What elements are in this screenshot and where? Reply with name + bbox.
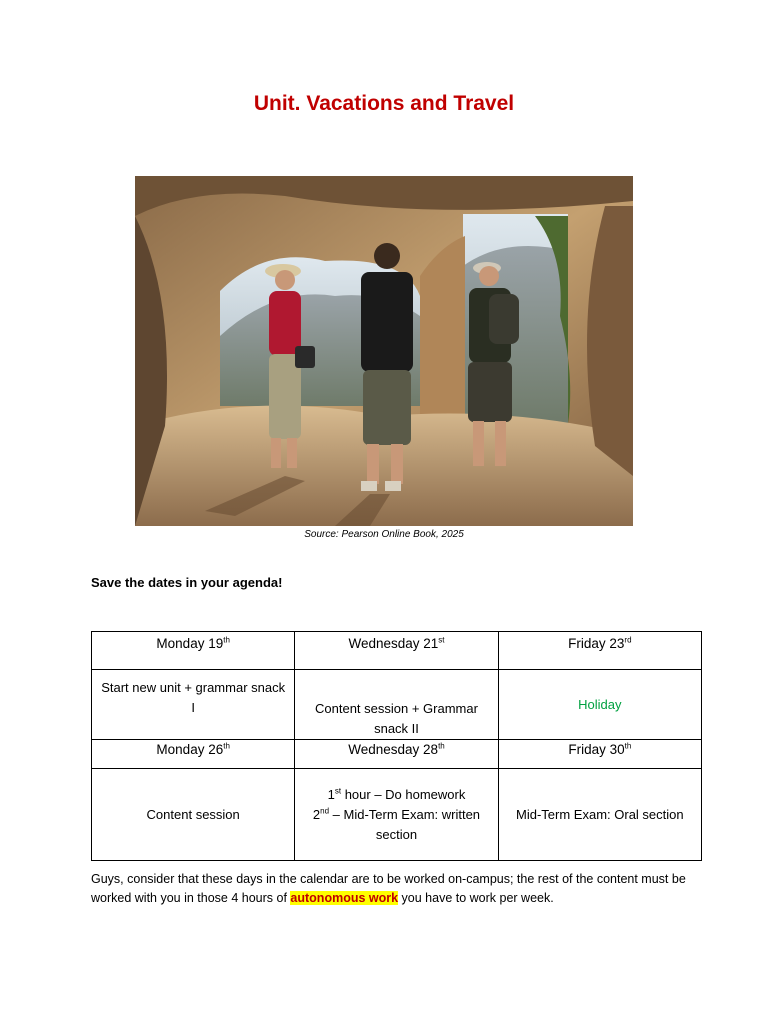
page-title: Unit. Vacations and Travel <box>253 92 515 115</box>
header-wednesday-28: Wednesday 28th <box>295 740 498 769</box>
header-monday-26: Monday 26th <box>92 740 295 769</box>
cell-monday-19: Start new unit + grammar snack I <box>92 670 295 740</box>
cell-wednesday-28 <box>295 769 498 861</box>
header-friday-30: Friday 30th <box>498 740 701 769</box>
wednesday-28-line1: 1st hour – Do homework <box>327 786 466 802</box>
week1-content-row <box>92 670 702 740</box>
week1-header-row <box>92 632 702 670</box>
cell-wednesday-21: Content session + Grammar snack II <box>295 670 498 740</box>
save-dates-heading: Save the dates in your agenda! <box>91 575 283 590</box>
week2-content-row <box>92 769 702 861</box>
cell-monday-26: Content session <box>92 769 295 861</box>
schedule-table <box>91 631 702 861</box>
header-monday-19: Monday 19th <box>92 632 295 670</box>
cell-friday-30: Mid-Term Exam: Oral section <box>498 769 701 861</box>
header-friday-23: Friday 23rd <box>498 632 701 670</box>
autonomous-work-highlight: autonomous work <box>290 891 399 905</box>
header-wednesday-21: Wednesday 21st <box>295 632 498 670</box>
wednesday-28-line2: 2nd – Mid-Term Exam: written section <box>312 806 481 842</box>
image-caption: Source: Pearson Online Book, 2025 <box>304 529 464 540</box>
week2-header-row <box>92 740 702 769</box>
cell-friday-23-holiday: Holiday <box>498 670 701 740</box>
footer-note: Guys, consider that these days in the calendar are to be worked on-campus; the rest of the content must be worked with you in those 4 hours of autonomous work you have to work per week. <box>91 872 686 905</box>
cave-travel-photo <box>135 176 633 526</box>
